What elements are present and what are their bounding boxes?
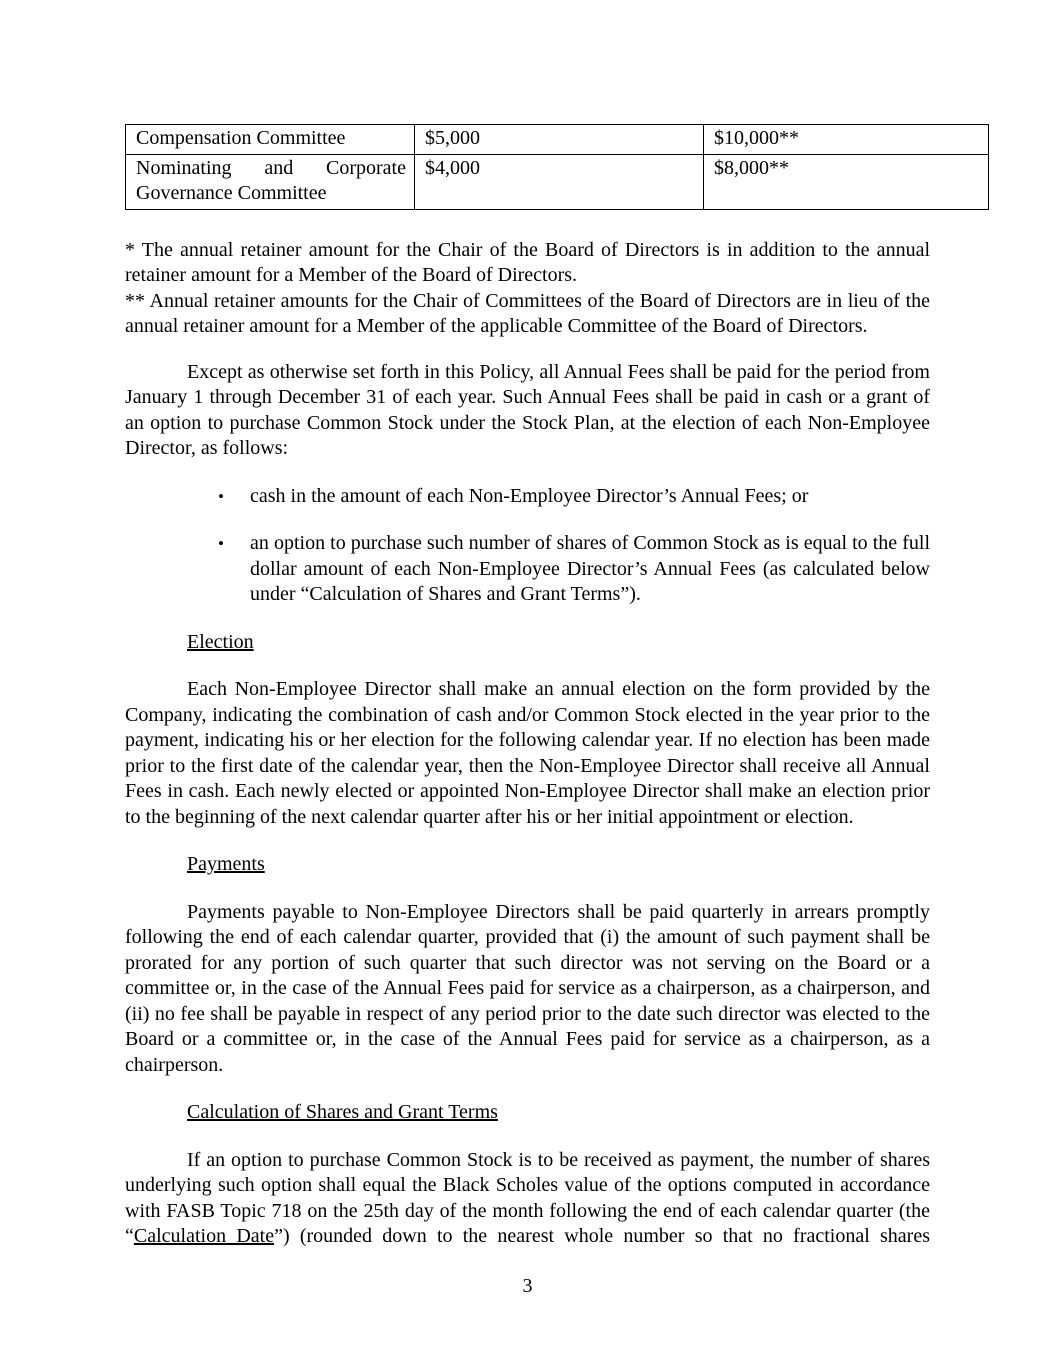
payment-options-list — [125, 484, 930, 608]
table-row — [126, 154, 989, 209]
footnote-single-asterisk: * The annual retainer amount for the Chair of the Board of Directors is in addition to the annual retainer amount for a Member of the Board of Directors. — [125, 238, 930, 286]
committee-fees-table — [125, 124, 989, 210]
list-item — [125, 531, 930, 608]
table-cell-member-fee: $4,000 — [415, 154, 704, 209]
page-number: 3 — [522, 1275, 533, 1297]
election-paragraph: Each Non-Employee Director shall make an annual election on the form provided by the Company, indicating the combination of cash and/or Common Stock elected in the year prior to the payment, indicating his or her election for the following calendar year. If no election has been made prior to the first date of the calendar year, then the Non-Employee Director shall receive all Annual Fees in cash. Each newly elected or appointed Non-Employee Director shall make an election prior to the beginning of the next calendar quarter after his or her initial appointment or election. — [125, 678, 930, 828]
section-heading-payments: Payments — [187, 853, 265, 875]
bullet-icon: • — [218, 486, 224, 506]
table-cell-committee: Compensation Committee — [126, 125, 415, 155]
table-cell-chair-fee: $8,000** — [704, 154, 989, 209]
section-heading-calculation: Calculation of Shares and Grant Terms — [187, 1101, 498, 1123]
footnotes-block — [125, 238, 930, 340]
paragraph-text: ”) (rounded down to the nearest whole number so that no fractional shares — [274, 1225, 930, 1247]
list-item — [125, 484, 930, 510]
paragraph-text: If an option to purchase Common Stock is to be received as payment, the number of shares underlying such option shall equal the Black Scholes value of the options computed in accordance with FASB Topic 718 on the 25th day of the month following the end of each calendar quarter (the “ — [125, 1148, 930, 1247]
section-heading-election: Election — [187, 630, 254, 653]
table-cell-chair-fee: $10,000** — [704, 125, 989, 155]
defined-term: Calculation Date — [133, 1225, 275, 1247]
footnote-double-asterisk: ** Annual retainer amounts for the Chair of Committees of the Board of Directors are in lieu of the annual retainer amount for a Member of the applicable Committee of the Board of Directors. — [125, 289, 930, 337]
table-cell-committee: Nominating and Corporate Governance Committee — [126, 154, 415, 209]
list-item-text: cash in the amount of each Non-Employee Director’s Annual Fees; or — [250, 484, 809, 507]
calculation-paragraph — [125, 1148, 930, 1250]
table-cell-member-fee: $5,000 — [415, 125, 704, 155]
bullet-icon: • — [218, 534, 224, 553]
intro-paragraph: Except as otherwise set forth in this Policy, all Annual Fees shall be paid for the period from January 1 through December 31 of each year. Such Annual Fees shall be paid in cash or a grant of an option to purchase Common Stock under the Stock Plan, at the election of each Non-Employee Director, as follows: — [125, 360, 930, 459]
payments-paragraph: Payments payable to Non-Employee Directors shall be paid quarterly in arrears promptly following the end of each calendar quarter, provided that (i) the amount of such payment shall be prorated for any portion of such quarter that such director was not serving on the Board or a committee or, in the case of the Annual Fees paid for service as a chairperson, as a chairperson, and (ii) no fee shall be payable in respect of any period prior to the date such director was elected to the Board or a committee or, in the case of the Annual Fees paid for service as a chairperson, as a chairperson. — [125, 900, 930, 1076]
list-item-text: an option to purchase such number of shares of Common Stock as is equal to the full dollar amount of each Non-Employee Director’s Annual Fees (as calculated below under “Calculation of Shares and Grant Terms”). — [250, 532, 930, 605]
table-row — [126, 125, 989, 155]
